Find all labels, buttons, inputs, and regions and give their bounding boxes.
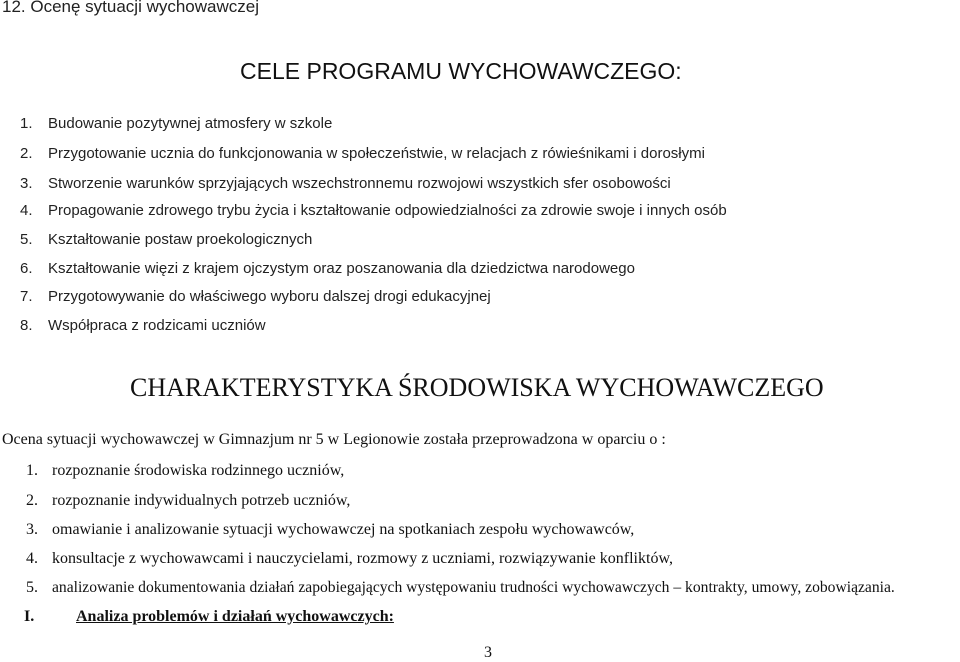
goal-text: Kształtowanie więzi z krajem ojczystym oraz poszanowania dla dziedzictwa narodowego	[48, 260, 635, 277]
goal-number: 7.	[20, 288, 33, 305]
goal-text: Budowanie pozytywnej atmosfery w szkole	[48, 115, 333, 132]
characteristics-text: konsultacje z wychowawcami i nauczycielami, rozmowy z uczniami, rozwiązywanie konfliktów,	[52, 550, 673, 567]
goal-text: Kształtowanie postaw proekologicznych	[48, 231, 313, 248]
characteristics-text: rozpoznanie środowiska rodzinnego uczniów,	[52, 462, 345, 479]
goal-number: 4.	[20, 202, 33, 219]
goal-number: 3.	[20, 175, 33, 192]
characteristics-number: 5.	[26, 579, 38, 596]
characteristics-text: omawianie i analizowanie sytuacji wychowawczej na spotkaniach zespołu wychowawców,	[52, 521, 635, 538]
goal-number: 6.	[20, 260, 33, 277]
goal-number: 5.	[20, 231, 33, 248]
goal-text: Propagowanie zdrowego trybu życia i kształtowanie odpowiedzialności za zdrowie swoje i innych osób	[48, 202, 727, 219]
goal-number: 8.	[20, 317, 33, 334]
goal-text: Stworzenie warunków sprzyjających wszechstronnemu rozwojowi wszystkich sfer osobowości	[48, 175, 671, 192]
goal-number: 1.	[20, 115, 33, 132]
goal-number: 2.	[20, 145, 33, 162]
goals-heading: CELE PROGRAMU WYCHOWAWCZEGO:	[240, 58, 682, 84]
characteristics-number: 1.	[26, 462, 38, 479]
characteristics-text: rozpoznanie indywidualnych potrzeb uczniów,	[52, 492, 351, 509]
page-number: 3	[484, 644, 492, 661]
characteristics-number: 3.	[26, 521, 38, 538]
top-line: 12. Ocenę sytuacji wychowawczej	[2, 0, 260, 16]
characteristics-number: 2.	[26, 492, 38, 509]
characteristics-text: analizowanie dokumentowania działań zapobiegających występowaniu trudności wychowawczych – kontrakty, umowy, zobowiązania.	[52, 579, 895, 596]
section-one-number: I.	[24, 608, 35, 625]
characteristics-heading: CHARAKTERYSTYKA ŚRODOWISKA WYCHOWAWCZEGO	[130, 373, 824, 402]
goal-text: Współpraca z rodzicami uczniów	[48, 317, 266, 334]
characteristics-number: 4.	[26, 550, 38, 567]
goal-text: Przygotowanie ucznia do funkcjonowania w społeczeństwie, w relacjach z rówieśnikami i dorosłymi	[48, 145, 705, 162]
goal-text: Przygotowywanie do właściwego wyboru dalszej drogi edukacyjnej	[48, 288, 491, 305]
characteristics-intro: Ocena sytuacji wychowawczej w Gimnazjum nr 5 w Legionowie została przeprowadzona w oparciu o :	[2, 431, 666, 448]
section-one-title: Analiza problemów i działań wychowawczych:	[76, 608, 394, 625]
